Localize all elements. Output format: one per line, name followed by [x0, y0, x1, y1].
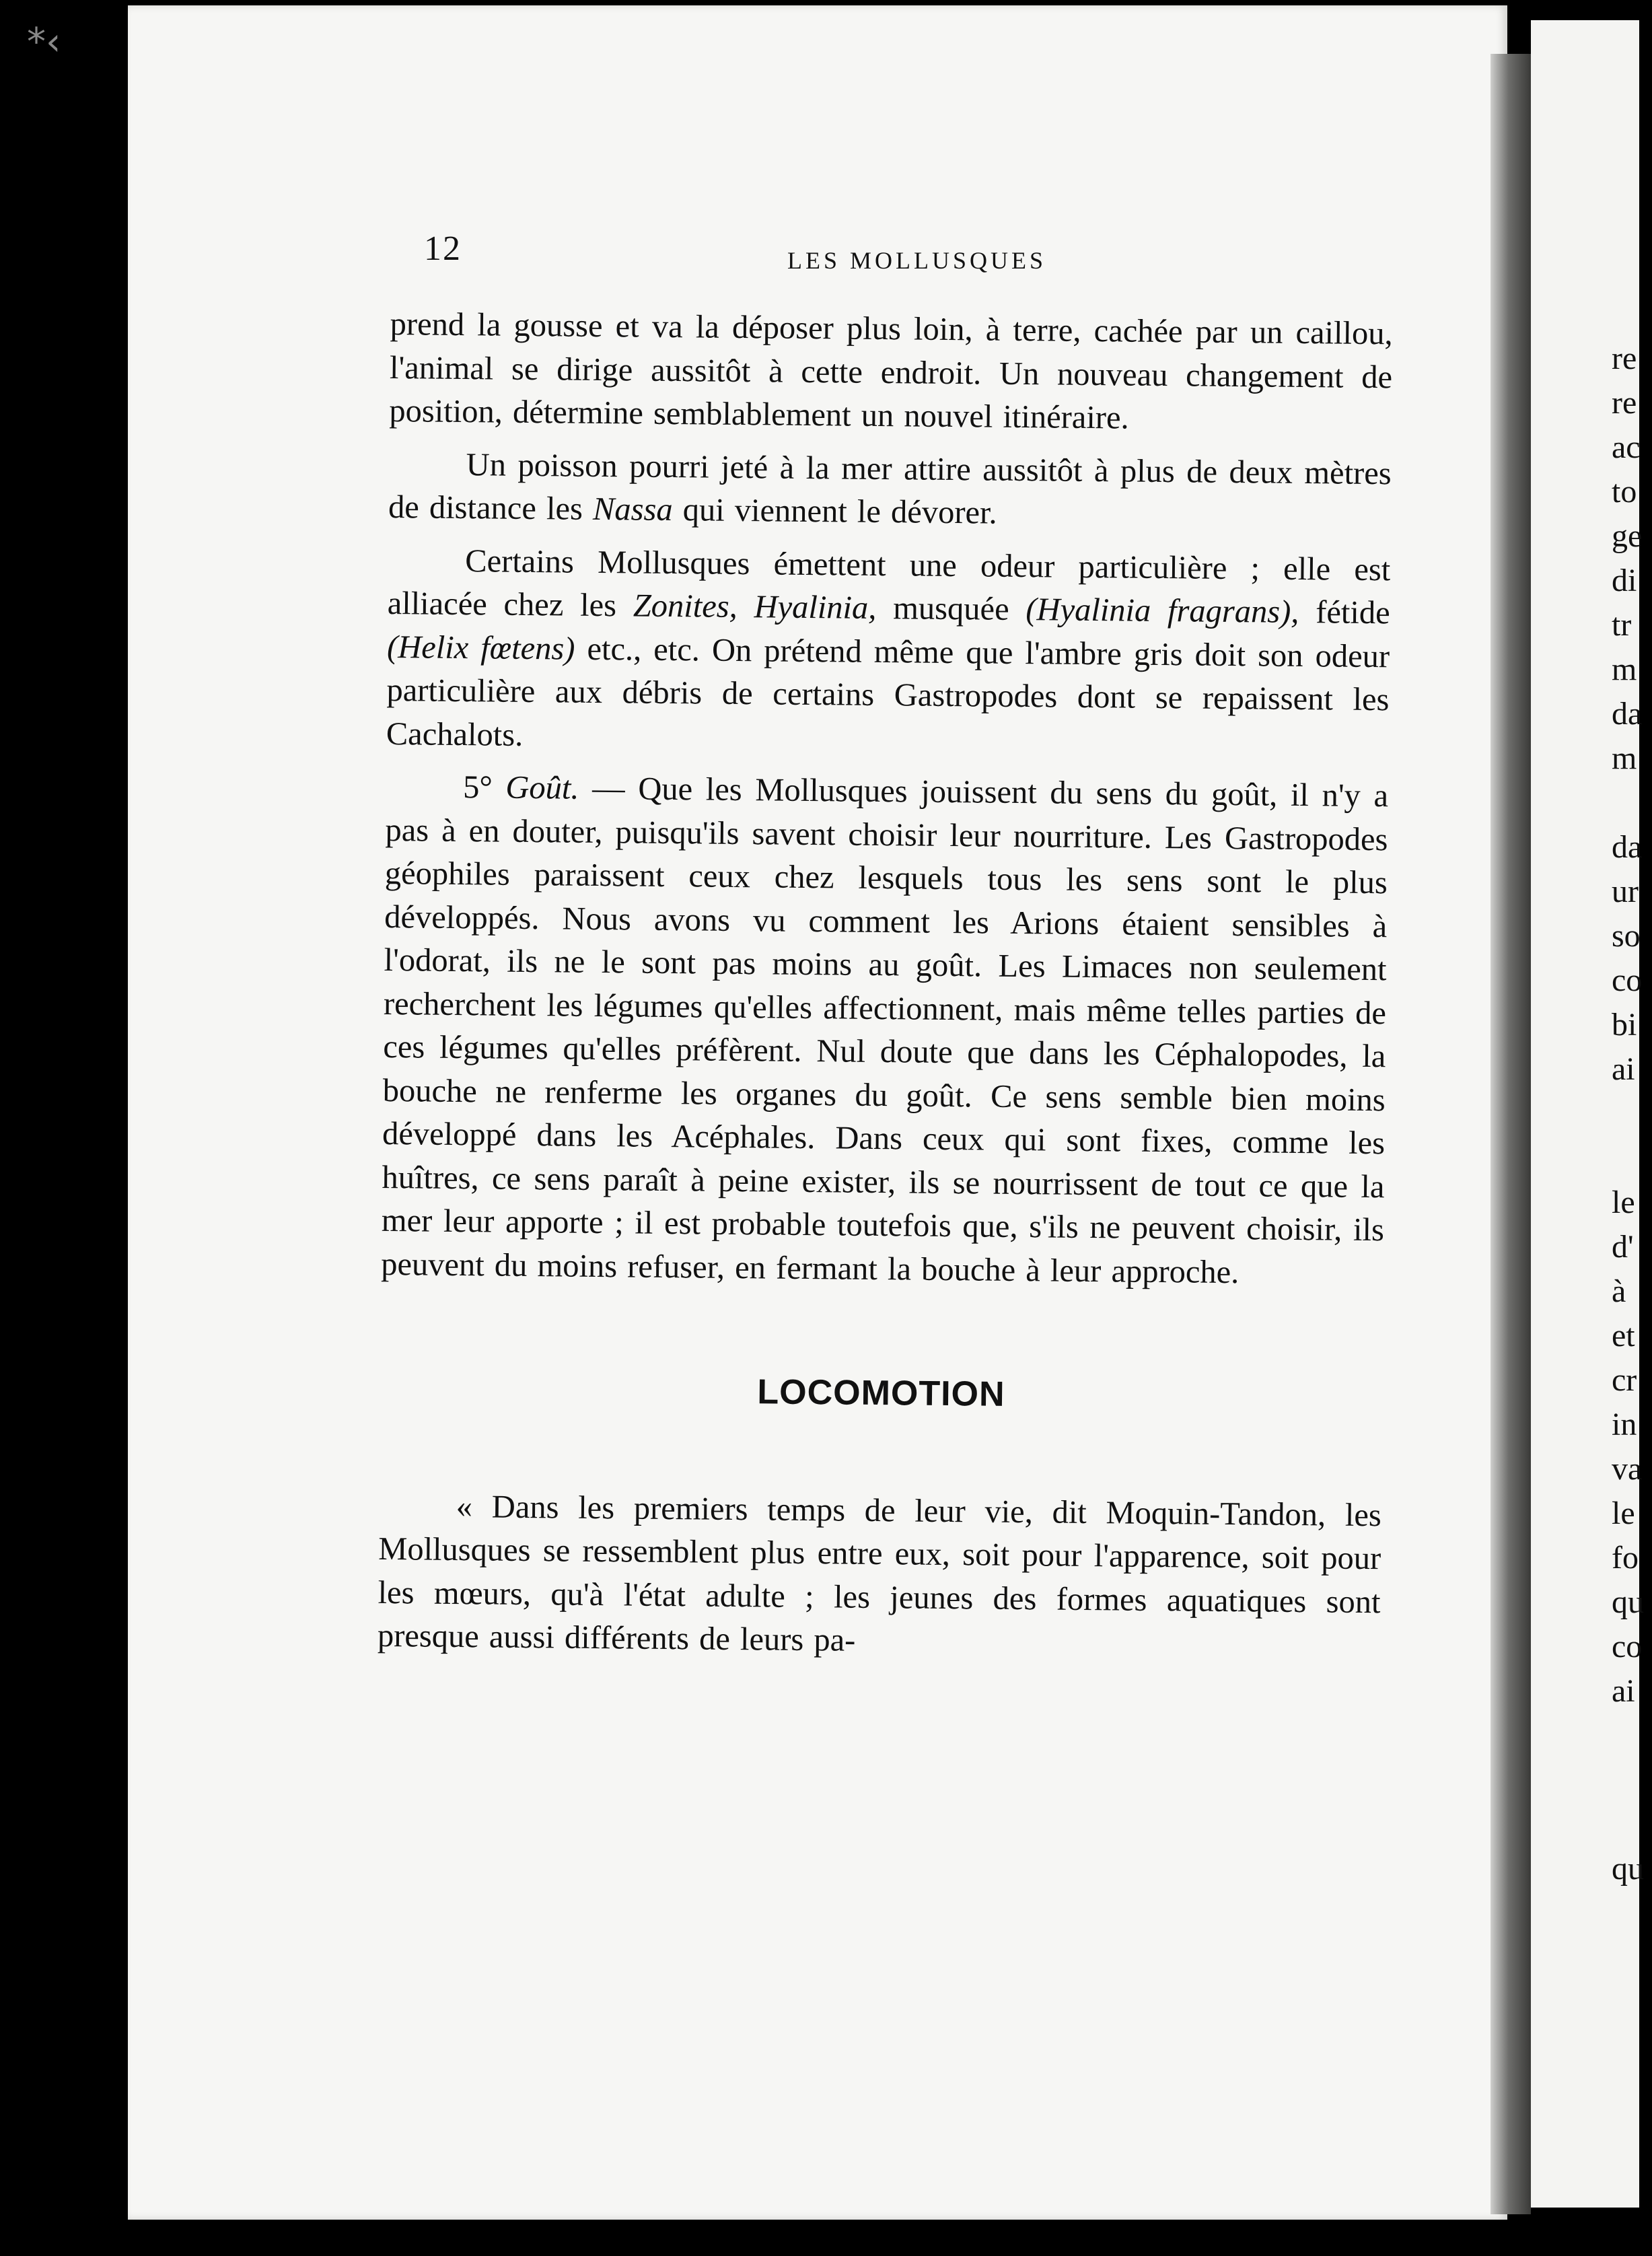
facing-page-edge [1531, 20, 1644, 2208]
scan-corner-mark: *‹ [27, 20, 61, 64]
fragment-gap [1612, 781, 1652, 825]
facing-page-fragment: da [1612, 829, 1643, 865]
text-run: fétide [1299, 594, 1390, 631]
text-run: qui viennent le dévorer. [672, 492, 997, 531]
text-run: Certains Mollusques émettent une odeur particulière ; elle est alliacée chez les [387, 542, 1391, 624]
facing-page-fragment: le [1612, 1495, 1635, 1531]
paragraph-locomotion: « Dans les premiers temps de leur vie, dit Moquin-Tandon, les Mollusques se ressemblent plus entre eux, soit pour l'apparence, soit pour les mœurs, qu'à l'état adulte ; les jeunes des formes aquatiques sont presque aussi différents de leurs pa- [377, 1488, 1382, 1658]
facing-page-fragment: re [1612, 385, 1637, 421]
facing-page-fragment: et [1612, 1318, 1635, 1353]
facing-page-fragment: da [1612, 696, 1643, 732]
paragraph-gout [381, 765, 1388, 1296]
paragraph-continuation: prend la gousse et va la déposer plus loin, à terre, cachée par un caillou, l'animal se dirige aussitôt à cette endroit. Un nouveau changement de position, détermine semblablement un nouvel itinéraire. [389, 306, 1393, 436]
fragment-gap [1612, 1136, 1652, 1180]
page-number: 12 [424, 230, 462, 268]
section-number: 5° [462, 769, 506, 806]
fragment-gap [1612, 1714, 1652, 1758]
facing-page-fragment: cr [1612, 1362, 1637, 1398]
facing-page-fragment: ur [1612, 874, 1639, 909]
text-run: musquée [876, 590, 1026, 628]
facing-page-fragment: fo [1612, 1540, 1639, 1576]
facing-page-fragment: m [1612, 651, 1637, 687]
italic-genus: Nassa [592, 491, 673, 528]
italic-species: (Hyalinia fragrans), [1026, 592, 1299, 630]
facing-page-fragment: so [1612, 918, 1641, 954]
running-head [424, 222, 1501, 276]
italic-genus: Zonites, Hyalinia, [633, 588, 877, 626]
facing-page-fragment: bi [1612, 1007, 1637, 1043]
fragment-gap [1612, 1802, 1652, 1847]
facing-page-fragments [1612, 337, 1652, 1891]
facing-page-fragment: à [1612, 1273, 1626, 1309]
running-title: LES MOLLUSQUES [787, 247, 1047, 274]
facing-page-fragment: ac [1612, 429, 1641, 465]
facing-page-fragment: ge [1612, 518, 1643, 554]
facing-page-fragment: co [1612, 962, 1643, 998]
facing-page-fragment: co [1612, 1629, 1643, 1664]
subsection-title: Goût. [505, 769, 579, 806]
facing-page-fragment: in [1612, 1407, 1637, 1442]
paragraph-nassa [388, 442, 1392, 538]
italic-species: (Helix fœtens) [386, 629, 575, 667]
paragraph-odeur [386, 538, 1391, 765]
facing-page-fragment: re [1612, 341, 1637, 376]
facing-page-fragment: d' [1612, 1229, 1634, 1265]
facing-page-fragment: m [1612, 740, 1637, 776]
fragment-gap [1612, 1758, 1652, 1802]
facing-page-fragment: ai [1612, 1051, 1635, 1087]
facing-page-fragment: qu [1612, 1851, 1644, 1887]
facing-page-fragment: qu [1612, 1584, 1644, 1620]
facing-page-fragment: le [1612, 1185, 1635, 1220]
text-run: — Que les Mollusques jouissent du sens du goût, il n'y a pas à en douter, puisqu'ils savent choisir leur nourriture. Les Gastropodes géophiles paraissent ceux chez lesquels tous les sens sont le plus développés. Nous avons vu comment les Arions étaient sensibles à l'odorat, ils ne le sont pas moins au goût. Les Limaces non seulement recherchent les légumes qu'elles affectionnent, mais même telles parties de ces légumes qu'elles préfèrent. Nul doute que dans les Céphalopodes, la bouche ne renferme les organes du goût. Ce sens semble bien moins développé dans les Acéphales. Dans ceux qui sont fixes, comme les huîtres, ce sens paraît à peine exister, ils se nourrissent de tout ce que la mer leur apporte ; il est probable toutefois que, s'ils ne peuvent choisir, ils peuvent du moins refuser, en fermant la bouche à leur approche. [381, 770, 1389, 1290]
facing-page-fragment: to [1612, 474, 1637, 509]
fragment-gap [1612, 1092, 1652, 1136]
facing-page-fragment: ai [1612, 1673, 1635, 1709]
text-run: Un poisson pourri jeté à la mer attire aussitôt à plus de deux mètres de distance les [388, 446, 1392, 527]
section-heading: LOCOMOTION [757, 1372, 1005, 1414]
text-run: etc., etc. On prétend même que l'ambre gris doit son odeur particulière aux débris de certains Gastropodes dont se repaissent les Cachalots. [386, 631, 1390, 753]
page-body [378, 303, 1393, 1668]
facing-page-fragment: va [1612, 1451, 1643, 1487]
facing-page-fragment: di [1612, 563, 1637, 598]
facing-page-fragment: tr [1612, 607, 1632, 643]
book-gutter [1491, 54, 1531, 2214]
